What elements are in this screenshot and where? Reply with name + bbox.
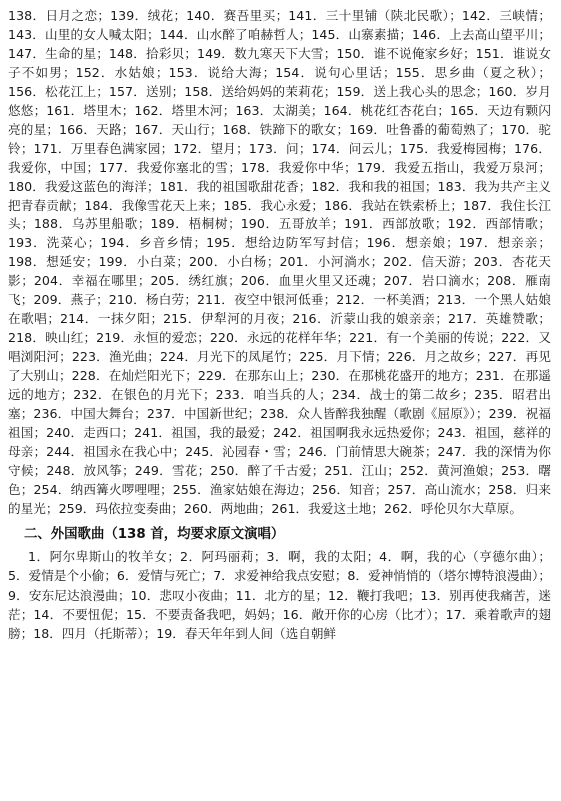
chinese-song-list: 138．日月之恋；139．绒花；140．赛吾里买；141．三十里铺（陕北民歌）；142．三峡情；143．山里的女人喊太阳；144．山水醉了咱赫哲人；145．山寨素描；146．上去高山望平川；147．生命的星；148．拾彩贝；149．数九寒天下大雪；150．谁不说俺家乡好；151．谁说女子不如男；152．水姑娘；153．说给大海；154．说句心里话；155．思乡曲（夏之秋）；156．松花江上；157．送别；158．送给妈妈的茉莉花；159．送上我心头的思念；160．岁月悠悠；161．塔里木；162．塔里木河；163．太湖美；164．桃花红杏花白；165．天边有颗闪亮的星；166．天路；167．天山行；168．铁蹄下的歌女；169．吐鲁番的葡萄熟了；170．驼铃；171．万里春色满家园；172．望月；173．问；174．问云儿；175．我爱梅园梅；176．我爱你，中国；177．我爱你塞北的雪；178．我爱你中华；179．我爱五指山，我爱万泉河；180．我爱这蓝色的海洋；181．我的祖国歌甜花香；182．我和我的祖国；183．我为共产主义把青春贡献；184．我像雪花天上来；185．我心永爱；186．我站在铁索桥上；187．我住长江头；188．乌苏里船歌；189．梧桐树；190．五哥放羊；191．西部放歌；192．西部情歌；193．洗菜心；194．乡音乡情；195．想给边防军写封信；196．想亲娘；197．想亲亲；198．想延安；199．小白菜；200．小白杨；201．小河淌水；202．信天游；203．杏花天影；204．幸福在哪里；205．绣红旗；206．血里火里又还魂；207．岩口滴水；208．雁南飞；209．燕子；210．杨白劳；211．夜空中银河低垂；212．一杯美酒；213．一个黑人姑娘在歌唱；214．一抹夕阳；215．伊犁河的月夜；216．沂蒙山我的娘亲亲；217．英雄赞歌；218．映山红；219．永恒的爱恋；220．永远的花样年华；221．有一个美丽的传说；222．又唱浏阳河；223．渔光曲；224．月光下的凤尾竹；225．月下情；226．月之故乡；227．再见了大别山；228．在灿烂阳光下；229．在那东山上；230．在那桃花盛开的地方；231．在那遥远的地方；232．在银色的月光下；233．咱当兵的人；234．战士的第二故乡；235．昭君出塞；236．中国大舞台；237．中国新世纪；238．众人皆醉我独醒（歌剧《屈原》）；239．祝福祖国；240．走西口；241．祖国，我的最爱；242．祖国啊我永远热爱你；243．祖国，慈祥的母亲；244．祖国永在我心中；245．沁园春・雪；246．门前情思大碗茶；247．我的深情为你守候；248．放风筝；249．雪花；250．醉了千古爱；251．江山；252．黄河渔娘；253．曙色；254．纳西篝火啰哩哩；255．渔家姑娘在海边；256．知音；257．高山流水；258．归来的星光；259．玛依拉变奏曲；260．两地曲；261．我爱这土地；262．呼伦贝尔大草原。	[8, 8, 551, 516]
section-heading-foreign-songs: 二、外国歌曲（138 首，均要求原文演唱）	[24, 526, 285, 542]
foreign-song-list: 1．阿尔卑斯山的牧羊女；2．阿玛丽莉；3．啊，我的太阳；4．啊，我的心（亨德尔曲）；5．爱情是个小偷；6．爱情与死亡；7．求爱神给我点安慰；8．爱神悄悄的（塔尔博特浪漫曲）；9．安东尼达浪漫曲；10．悲叹小夜曲；11．北方的星；12．鞭打我吧；13．别再使我痛苦，迷茫；14．不要忸伲；15．不要责备我吧，妈妈；16．敞开你的心房（比才）；17．乘着歌声的翅膀；18．四月（托斯蒂）；19．春天年年到人间（选自朝鲜	[8, 548, 551, 642]
